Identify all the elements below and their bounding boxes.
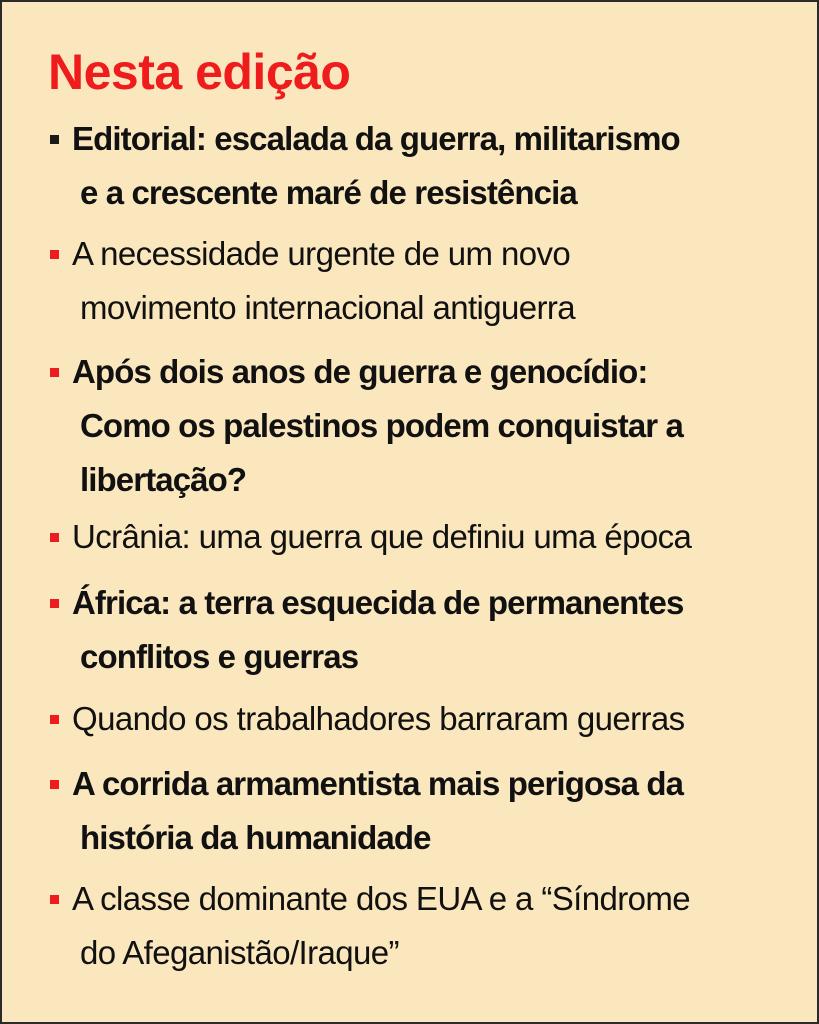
list-item-line: libertação? xyxy=(80,461,247,498)
list-item-text xyxy=(72,345,790,507)
list-item xyxy=(50,227,790,337)
list-item-line: Editorial: escalada da guerra, militarismo xyxy=(72,120,680,157)
list-item-line: e a crescente maré de resistência xyxy=(80,174,577,211)
list-item-line: Como os palestinos podem conquistar a xyxy=(80,407,683,444)
list-item-line: A corrida armamentista mais perigosa da xyxy=(72,765,684,802)
list-item-line: do Afeganistão/Iraque” xyxy=(80,934,399,971)
page-title: Nesta edição xyxy=(48,44,351,100)
square-bullet-icon xyxy=(50,895,59,904)
list-item xyxy=(50,510,790,566)
square-bullet-icon xyxy=(50,368,59,377)
list-item-line: África: a terra esquecida de permanentes xyxy=(72,584,684,621)
list-item-line: história da humanidade xyxy=(80,819,431,856)
list-item-line: A necessidade urgente de um novo xyxy=(72,235,571,272)
square-bullet-icon xyxy=(50,780,59,789)
square-bullet-icon xyxy=(50,250,59,259)
list-item-line: A classe dominante dos EUA e a “Síndrome xyxy=(72,880,691,917)
list-item xyxy=(50,692,790,748)
list-item-text xyxy=(72,227,790,335)
square-bullet-icon xyxy=(50,135,59,144)
list-item xyxy=(50,112,790,222)
list-item-line: Quando os trabalhadores barraram guerras xyxy=(72,700,685,737)
square-bullet-icon xyxy=(50,533,59,542)
list-item-text xyxy=(72,510,790,564)
list-item xyxy=(50,757,790,867)
square-bullet-icon xyxy=(50,715,59,724)
list-item-line: movimento internacional antiguerra xyxy=(80,289,576,326)
list-item-text xyxy=(72,872,790,980)
list-item-text xyxy=(72,692,790,746)
list-item xyxy=(50,576,790,686)
list-item-text xyxy=(72,112,790,220)
list-item-line: Após dois anos de guerra e genocídio: xyxy=(72,353,648,390)
list-item-line: Ucrânia: uma guerra que definiu uma época xyxy=(72,518,692,555)
list-item-line: conflitos e guerras xyxy=(80,638,359,675)
list-item-text xyxy=(72,576,790,684)
list-item xyxy=(50,345,790,510)
list-item xyxy=(50,872,790,982)
square-bullet-icon xyxy=(50,599,59,608)
list-item-text xyxy=(72,757,790,865)
